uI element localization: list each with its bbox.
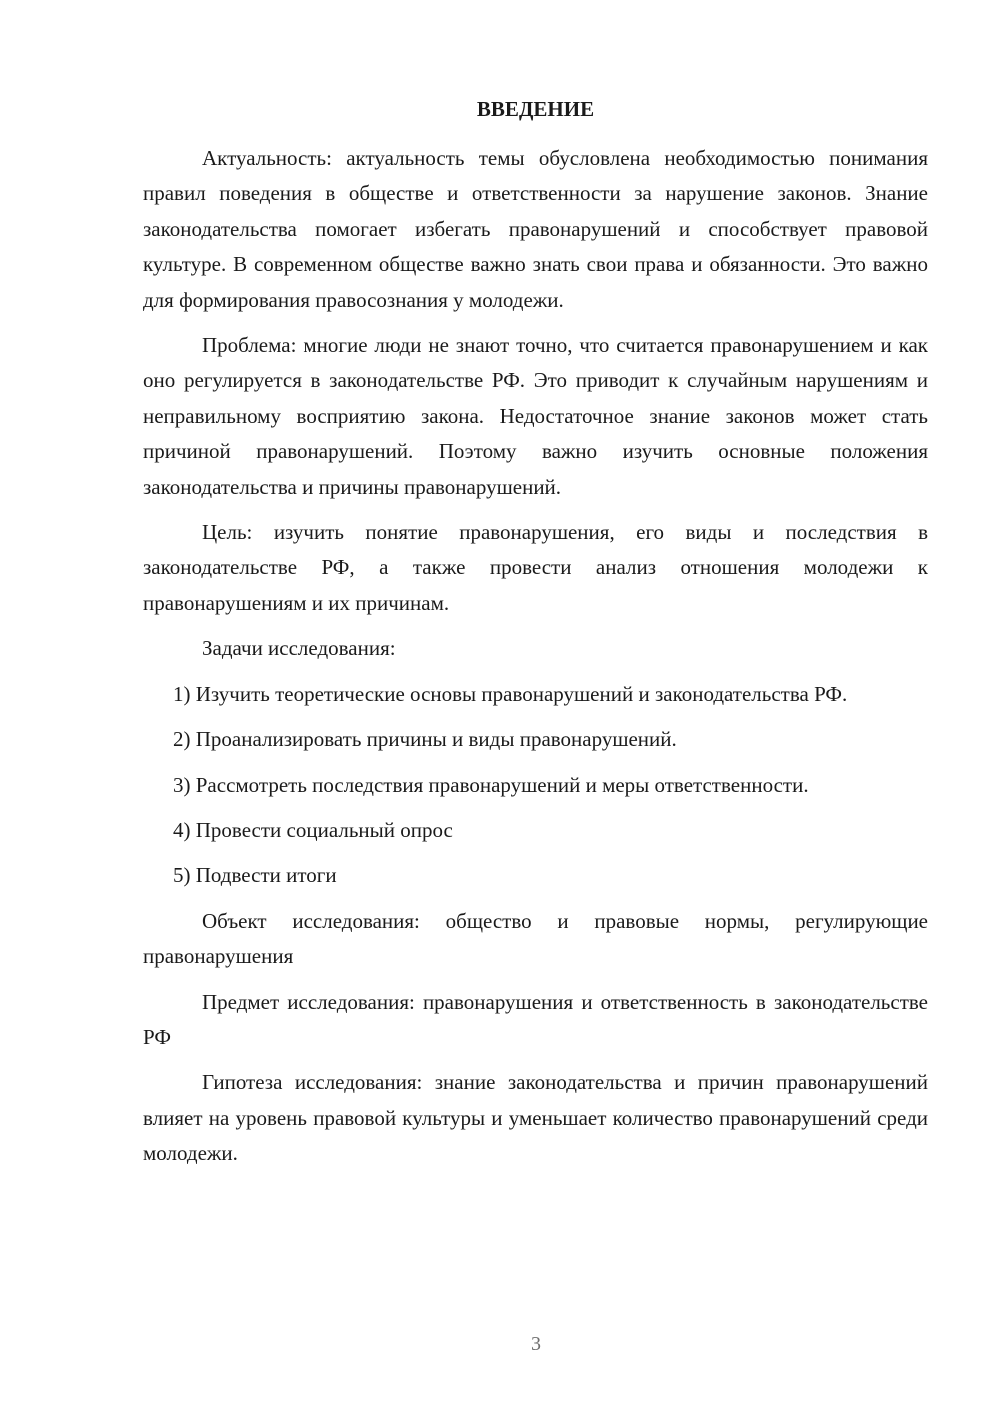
document-page: [143, 92, 928, 1182]
goal-paragraph: Цель: изучить понятие правонарушения, его виды и последствия в законодательстве РФ, а также провести анализ отношения молодежи к правонарушениям и их причинам.: [143, 520, 928, 615]
hypothesis-paragraph: Гипотеза исследования: знание законодательства и причин правонарушений влияет на уровень правовой культуры и уменьшает количество правонарушений среди молодежи.: [143, 1070, 928, 1166]
task-item-4: 4) Провести социальный опрос: [173, 817, 453, 842]
subject-paragraph: Предмет исследования: правонарушения и ответственность в законодательстве РФ: [143, 989, 928, 1049]
problem-paragraph: Проблема: многие люди не знают точно, что считается правонарушением и как оно регулируется в законодательстве РФ. Это приводит к случайным нарушениям и неправильному восприятию закона. Недостаточное знание законов может стать причиной правонарушений. Поэтому важно изучить основные положения законодательства и причины правонарушений.: [143, 333, 928, 499]
task-item-5: 5) Подвести итоги: [173, 863, 337, 888]
task-item-2: 2) Проанализировать причины и виды правонарушений.: [173, 727, 677, 752]
section-title: ВВЕДЕНИЕ: [476, 97, 595, 121]
tasks-heading: Задачи исследования:: [202, 636, 396, 661]
page-number: 3: [531, 1333, 541, 1355]
object-paragraph: Объект исследования: общество и правовые нормы, регулирующие правонарушения: [143, 908, 928, 969]
relevance-paragraph: Актуальность: актуальность темы обусловлена необходимостью понимания правил поведения в обществе и ответственности за нарушение законов. Знание законодательства помогает избегать правонарушений и способствует правовой культуре. В современном обществе важно знать свои права и обязанности. Это важно для формирования правосознания у молодежи.: [143, 146, 928, 312]
task-item-3: 3) Рассмотреть последствия правонарушений и меры ответственности.: [173, 772, 809, 797]
task-item-1: 1) Изучить теоретические основы правонарушений и законодательства РФ.: [173, 681, 848, 706]
